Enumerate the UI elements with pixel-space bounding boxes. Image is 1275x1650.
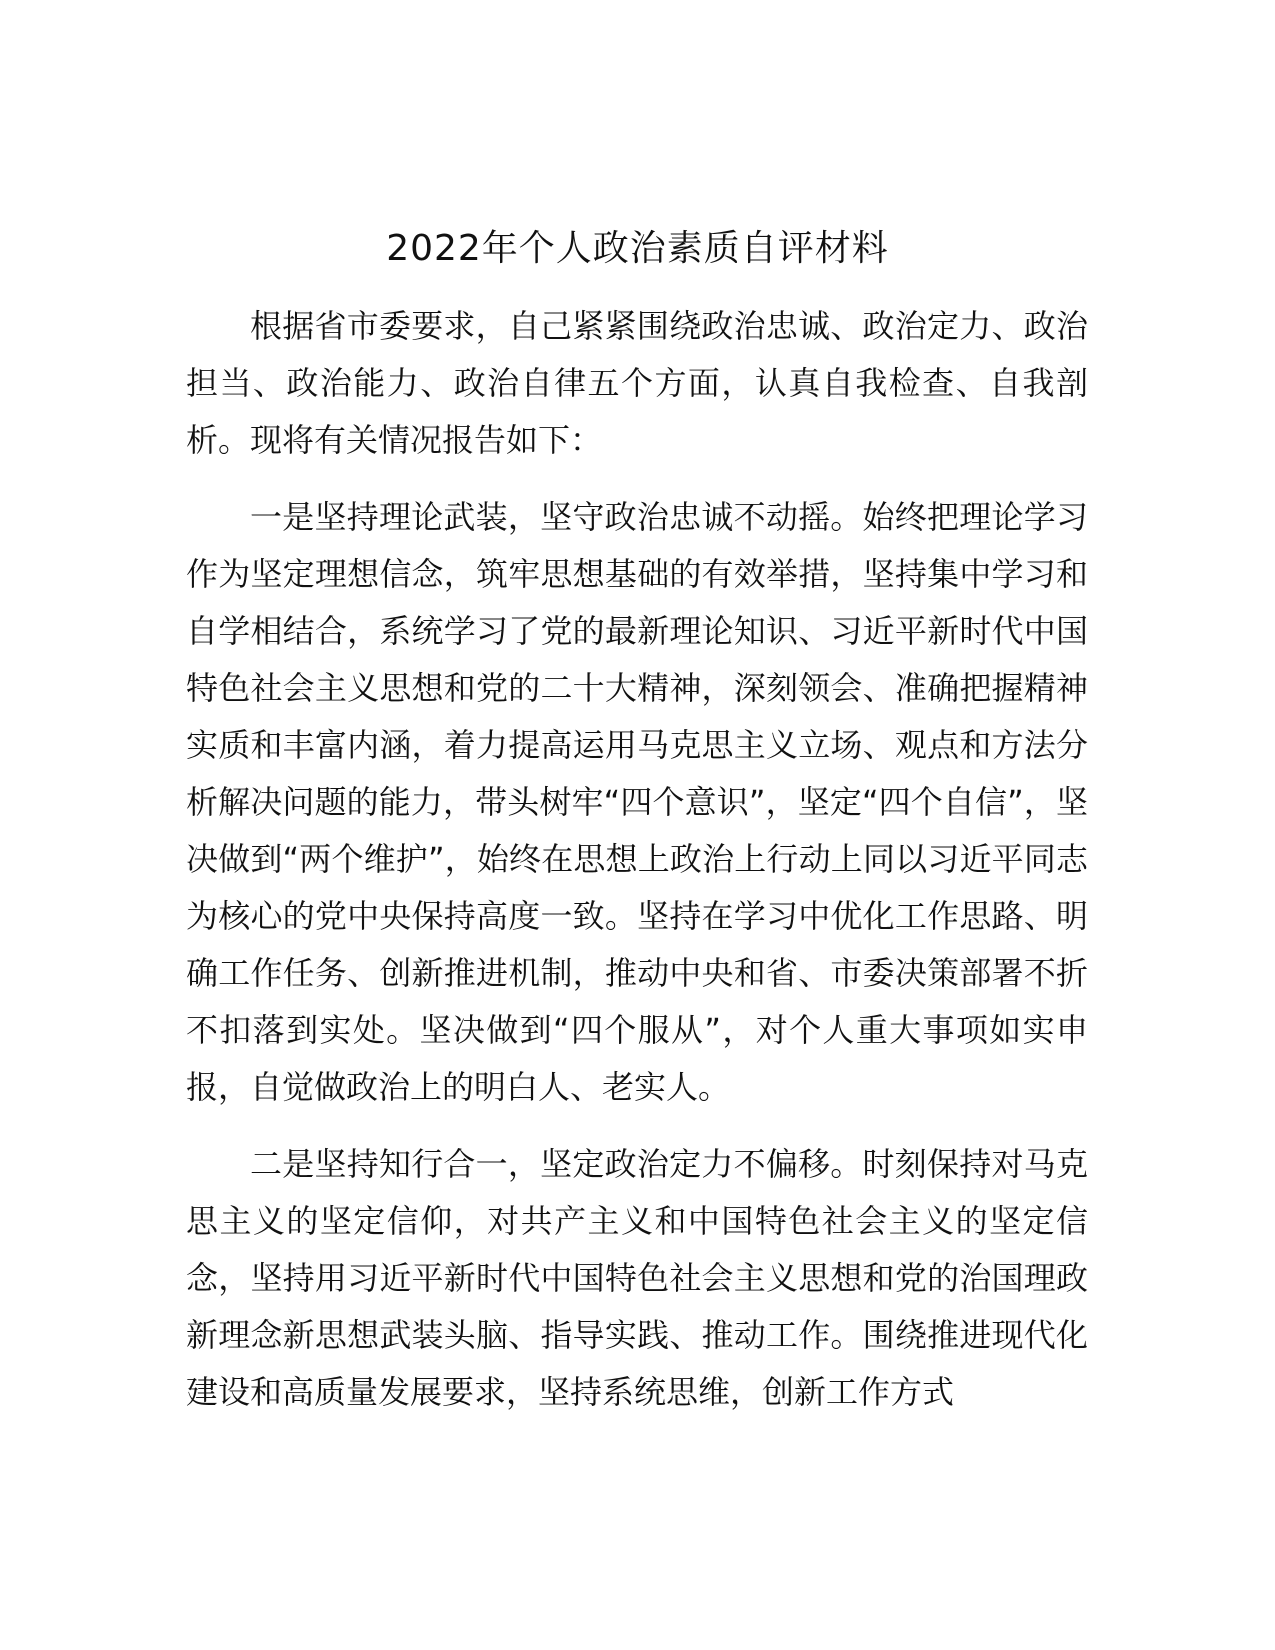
document-title: 2022年个人政治素质自评材料 bbox=[386, 228, 889, 269]
document-body bbox=[186, 298, 1088, 1441]
paragraph-intro: 根据省市委要求，自己紧紧围绕政治忠诚、政治定力、政治担当、政治能力、政治自律五个方面，认真自我检查、自我剖析。现将有关情况报告如下： bbox=[186, 307, 1088, 459]
paragraph-point-one: 一是坚持理论武装，坚守政治忠诚不动摇。始终把理论学习作为坚定理想信念，筑牢思想基础的有效举措，坚持集中学习和自学相结合，系统学习了党的最新理论知识、习近平新时代中国特色社会主义思想和党的二十大精神，深刻领会、准确把握精神实质和丰富内涵，着力提高运用马克思主义立场、观点和方法分析解决问题的能力，带头树牢“四个意识”，坚定“四个自信”，坚决做到“两个维护”，始终在思想上政治上行动上同以习近平同志为核心的党中央保持高度一致。坚持在学习中优化工作思路、明确工作任务、创新推进机制，推动中央和省、市委决策部署不折不扣落到实处。坚决做到“四个服从”，对个人重大事项如实申报，自觉做政治上的明白人、老实人。 bbox=[186, 498, 1088, 1106]
paragraph-point-two: 二是坚持知行合一，坚定政治定力不偏移。时刻保持对马克思主义的坚定信仰，对共产主义和中国特色社会主义的坚定信念，坚持用习近平新时代中国特色社会主义思想和党的治国理政新理念新思想武装头脑、指导实践、推动工作。围绕推进现代化建设和高质量发展要求，坚持系统思维，创新工作方式 bbox=[186, 1145, 1088, 1411]
